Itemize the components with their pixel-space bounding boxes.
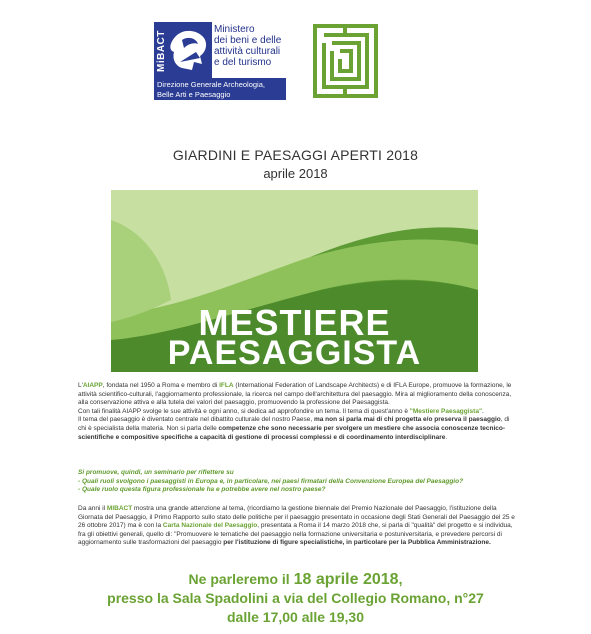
event-time: dalle 17,00 alle 19,30 bbox=[227, 609, 364, 625]
text-run: (International Federation of Landscape Architects) e di IFLA Europe, promuove la formazione, le attività scientifico-culturali, l'aggiornamento professionale, la ricerca nel campo dell'architettura del paesaggio. Mira al miglioramento della conoscenza, alla conservazione attiva e alla tutela dei valori del paesaggio, promuovendo la professione del Paesaggista. bbox=[78, 382, 512, 407]
text-run: . bbox=[445, 433, 448, 441]
ministry-line: e del turismo bbox=[214, 57, 272, 68]
text-run: , bbox=[398, 571, 403, 587]
question-item: - Quali ruoli svolgono i paesaggisti in Europa e, in particolare, nei paesi firmatari della Convenzione Europea del Paesaggio? bbox=[78, 477, 464, 485]
text-run: Ne parleremo il bbox=[188, 571, 294, 587]
emphasis-text: ma non si parla mai di chi progetta e/o preserva il paesaggio bbox=[313, 416, 501, 424]
page-subtitle: aprile 2018 bbox=[263, 166, 328, 181]
ministry-line: dei beni e delle bbox=[214, 35, 282, 46]
mibact-logo bbox=[154, 22, 286, 100]
ministry-emblem-icon bbox=[154, 22, 212, 78]
direzione-line: Direzione Generale Archeologia, bbox=[157, 80, 265, 89]
emphasis-text: per l'istituzione di figure specialistiche, in particolare per la Pubblica Amministrazione. bbox=[223, 539, 491, 547]
ministry-name bbox=[214, 24, 294, 68]
event-date-line bbox=[0, 570, 591, 589]
direzione-band bbox=[154, 78, 286, 100]
ifla-label: IFLA bbox=[219, 382, 234, 389]
banner-line1: MESTIERE bbox=[198, 302, 391, 343]
banner-line2: PAESAGGISTA bbox=[167, 334, 422, 372]
text-run: , presentata a Roma il 14 marzo 2018 che, si parla di "qualità" del progetto e si individua, fra gli obiettivi generali, quello di: "Promuovere le tematiche del paesaggio nella formazione universitaria e postuniversitaria, e prevedere percorsi di aggiornamento sulle trasformazioni del paesaggio bbox=[78, 522, 513, 547]
labyrinth-logo-icon bbox=[312, 23, 379, 99]
direzione-line: Belle Arti e Paesaggio bbox=[157, 89, 231, 99]
event-location: presso la Sala Spadolini a via del Collegio Romano, n°27 bbox=[107, 590, 484, 606]
carta-label: Carta Nazionale del Paesaggio bbox=[162, 522, 258, 530]
emphasis-text: competenze che sono necessarie per svolgere un mestiere che associa conoscenze tecnico-scientifiche e compositive specifiche a capacità di gestione di processi complessi e di coordinamento interdisciplinare bbox=[78, 424, 506, 441]
mestiere-banner bbox=[111, 190, 478, 372]
text-run: , di chi è specialista della materia. Non si parla delle bbox=[78, 416, 510, 432]
mibact-vertical-text: MiBACT bbox=[156, 30, 167, 72]
text-run: , fondata nel 1950 a Roma e membro di bbox=[102, 382, 220, 389]
text-run: Il tema del paesaggio è diventato centrale nel dibattito culturale del nostro Paese, bbox=[78, 416, 314, 424]
question-item: - Quale ruolo questa figura professionale ha e potrebbe avere nel nostro paese? bbox=[78, 486, 326, 494]
ministry-line: Ministero bbox=[214, 24, 255, 35]
text-run: L' bbox=[78, 382, 83, 389]
mibact-emblem bbox=[154, 22, 212, 78]
aiapp-label: AIAPP bbox=[82, 382, 103, 389]
event-details bbox=[0, 570, 591, 627]
text-run: mostra una grande attenzione al tema, (ricordiamo la gestione biennale del Premio Nazionale del Paesaggio, l'istituzione della Giornata del Paesaggio, il Primo Rapporto sullo stato delle politiche per il paesaggio presentato in occasione degli Stati Generali del Paesaggio del 25 e 26 ottobre 2017) ma è con la bbox=[78, 505, 515, 530]
text-run: Con tali finalità AIAPP svolge le sue attività e ogni anno, si dedica ad approfondire un tema. Il tema di quest'anno è bbox=[78, 407, 410, 415]
page-title: GIARDINI E PAESAGGI APERTI 2018 bbox=[172, 147, 419, 163]
theme-label: "Mestiere Paesaggista" bbox=[409, 407, 483, 415]
mibact-label: MIBACT bbox=[106, 505, 133, 512]
event-date: 18 aprile 2018 bbox=[293, 571, 399, 588]
intro-paragraph bbox=[78, 382, 518, 442]
questions-intro: Si promuove, quindi, un seminario per riflettere su bbox=[78, 469, 234, 476]
questions-block bbox=[78, 469, 518, 495]
ministry-line: attività culturali bbox=[214, 46, 281, 57]
text-run: Da anni il bbox=[78, 505, 107, 512]
text-run: . bbox=[482, 407, 484, 415]
mibact-paragraph bbox=[78, 505, 518, 548]
